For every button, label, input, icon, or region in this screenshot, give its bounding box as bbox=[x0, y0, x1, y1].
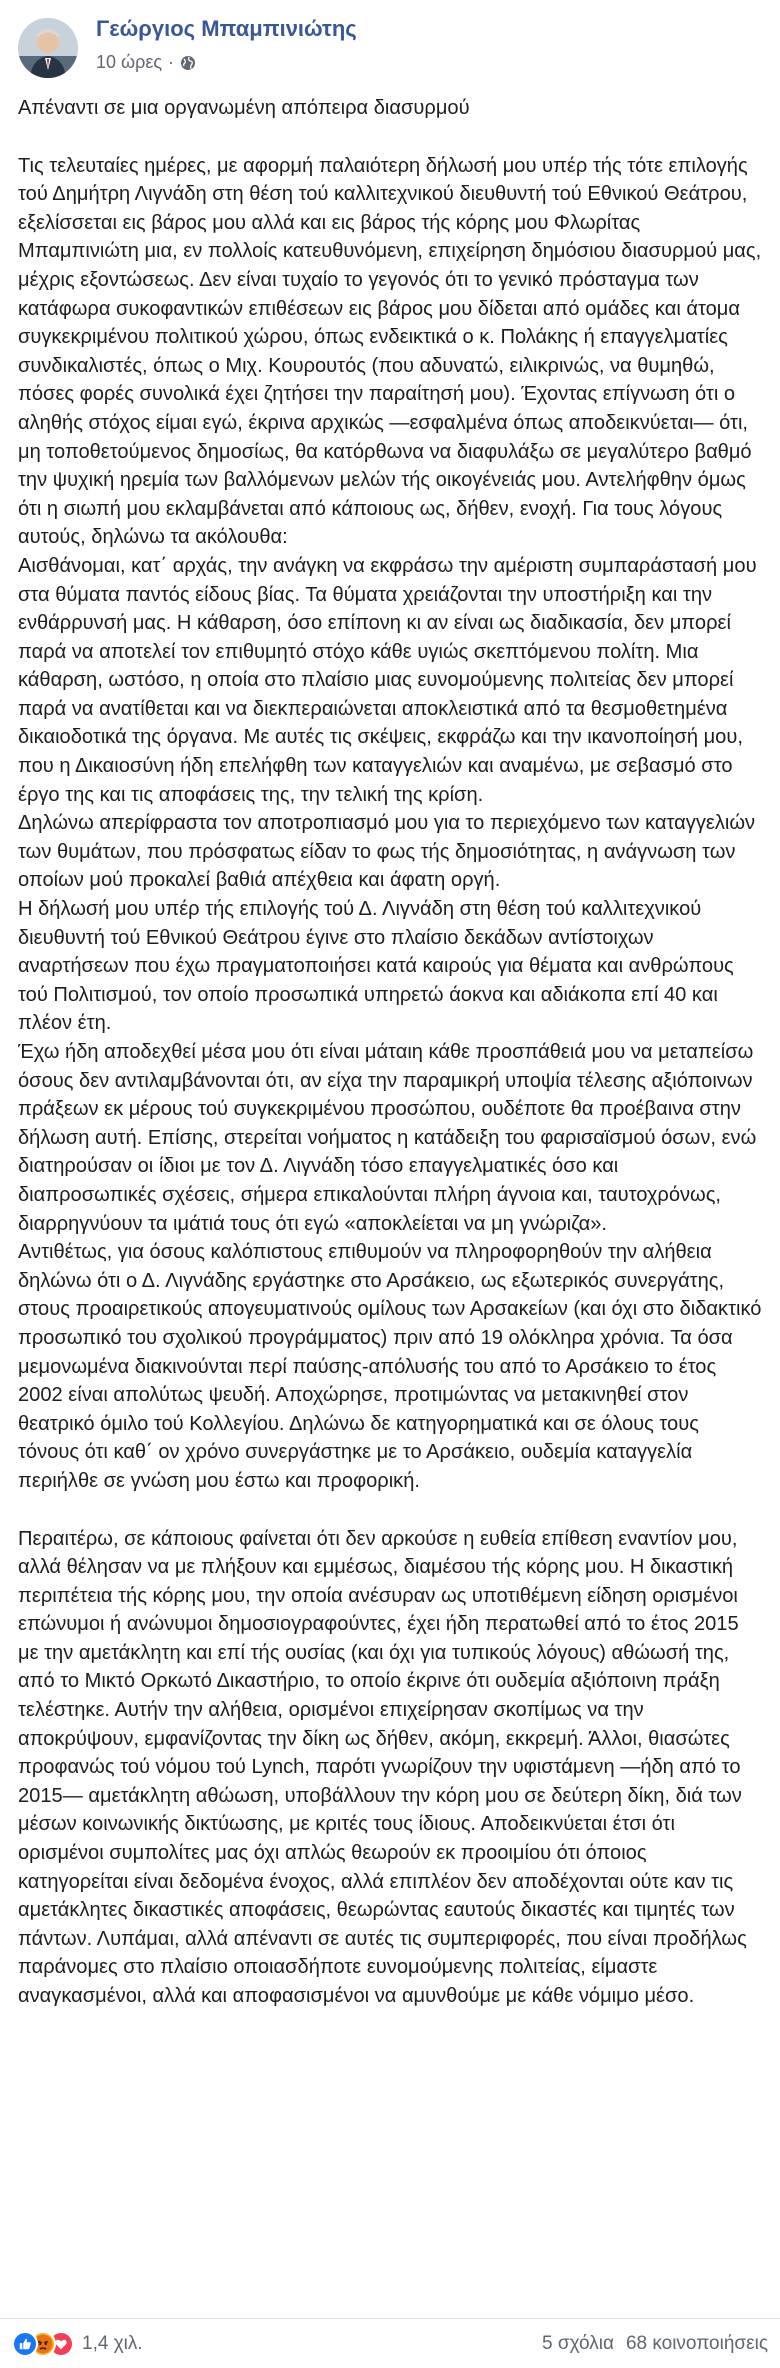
avatar[interactable] bbox=[18, 18, 78, 78]
post-body bbox=[18, 94, 762, 2011]
author-name[interactable]: Γεώργιος Μπαμπινιώτης bbox=[96, 16, 357, 41]
post-meta bbox=[96, 52, 196, 73]
post-paragraph: Δηλώνω απερίφραστα τον αποτροπιασμό μου για το περιεχόμενο των καταγγελιών των θυμάτων, που πρόσφατως είδαν το φως τής δημοσιότητας, η ανάγνωση των οποίων μού προκαλεί βαθιά απέχθεια και άφατη οργή. bbox=[18, 812, 756, 892]
post-footer bbox=[12, 2326, 768, 2362]
reaction-count: 1,4 χιλ. bbox=[82, 2333, 143, 2354]
post-title: Απέναντι σε μια οργανωμένη απόπειρα διασυρμού bbox=[18, 97, 470, 119]
comments-link[interactable]: 5 σχόλια bbox=[542, 2333, 614, 2354]
post-header bbox=[18, 14, 762, 86]
post-time[interactable]: 10 ώρες bbox=[96, 52, 163, 72]
post-paragraph: Η δήλωσή μου υπέρ τής επιλογής τού Δ. Λιγνάδη στη θέση τού καλλιτεχνικού διευθυντή τού Εθνικού Θεάτρου έγινε στο πλαίσιο δεκάδων αντίστοιχων αναρτήσεων που έχω πραγματοποιήσει κατά καιρούς για θέματα και ανθρώπους τού Πολιτισμού, τον οποίο προσωπικά υπηρετώ άοκνα και αδιάκοπα επί 40 και πλέον έτη. bbox=[18, 898, 734, 1035]
post-paragraph: Τις τελευταίες ημέρες, με αφορμή παλαιότερη δήλωσή μου υπέρ τής τότε επιλογής τού Δημήτρη Λιγνάδη στη θέση τού καλλιτεχνικού διευθυντή τού Εθνικού Θεάτρου, εξελίσσεται εις βάρος μου αλλά και εις βάρος τής κόρης μου Φλωρίτας Μπαμπινιώτη μια, εν πολλοίς κατευθυνόμενη, επιχείρηση δημόσιου διασυρμού μας, μέχρις εξοντώσεως. Δεν είναι τυχαίο το γεγονός ότι το γενικό πρόσταγμα των κατάφωρα συκοφαντικών επιθέσεων εις βάρος μου δίδεται από ομάδες και άτομα συγκεκριμένου πολιτικού χώρου, όπως ενδεικτικά ο κ. Πολάκης ή επαγγελματίες συνδικαλιστές, όπως ο Μιχ. Κουρουτός (που αδυνατώ, ειλικρινώς, να θυμηθώ, πόσες φορές συνολικά έχει ζητήσει την παραίτησή μου). Έχοντας επίγνωση ότι ο αληθής στόχος είμαι εγώ, έκρινα αρχικώς —εσφαλμένα όπως αποδεικνύεται— ότι, μη τοποθετούμενος δημοσίως, θα κατόρθωνα να διαφυλάξω σε μεγαλύτερο βαθμό την ψυχική ηρεμία των βαλλόμενων μελών τής οικογένειάς μου. Αντελήφθην όμως ότι η σιωπή μου εκλαμβάνεται από κάποιους ως, δήθεν, ενοχή. Για τους λόγους αυτούς, δηλώνω τα ακόλουθα: bbox=[18, 154, 762, 549]
shares-link[interactable]: 68 κοινοποιήσεις bbox=[625, 2333, 768, 2354]
post-paragraph: Αισθάνομαι, κατ΄ αρχάς, την ανάγκη να εκφράσω την αμέριστη συμπαράστασή μου στα θύματα παντός είδους βίας. Τα θύματα χρειάζονται την υποστήριξη και την ενθάρρυνσή μας. Η κάθαρση, όσο επίπονη κι αν είναι ως διαδικασία, δεν μπορεί παρά να αποτελεί τον επιθυμητό στόχο κάθε υγιώς σκεπτόμενου πολίτη. Μια κάθαρση, ωστόσο, η οποία στο πλαίσιο μιας ευνομούμενης πολιτείας δεν μπορεί παρά να ανατίθεται και να διεκπεραιώνεται αποκλειστικά από τα θεσμοθετημένα δικαιοδοτικά της όργανα. Με αυτές τις σκέψεις, εκφράζω και την ικανοποίησή μου, που η Δικαιοσύνη ήδη επελήφθη των καταγγελιών και αναμένω, με σεβασμό στο έργο της και τις αποφάσεις της, την τελική της κρίση. bbox=[18, 554, 757, 806]
post-paragraph: Αντιθέτως, για όσους καλόπιστους επιθυμούν να πληροφορηθούν την αλήθεια δηλώνω ότι ο Δ. Λιγνάδης εργάστηκε στο Αρσάκειο, ως εξωτερικός συνεργάτης, στους προαιρετικούς απογευματινούς ομίλους των Αρσακείων (και όχι στο διδακτικό προσωπικό του σχολικού προγράμματος) πριν από 19 ολόκληρα χρόνια. Τα όσα μεμονωμένα διακινούνται περί παύσης-απόλυσής του από το Αρσάκειο το έτος 2002 είναι απολύτως ψευδή. Αποχώρησε, προτιμώντας να μετακινηθεί στον θεατρικό όμιλο τού Κολλεγίου. Δηλώνω δε κατηγορηματικά και σε όλους τους τόνους ότι καθ΄ ον χρόνο συνεργάστηκε με το Αρσάκειο, ουδεμία καταγγελία περιήλθε σε γνώση μου έστω και προφορική. bbox=[18, 1241, 762, 1492]
engagement-counts bbox=[542, 2333, 768, 2355]
like-icon bbox=[12, 2331, 38, 2357]
reactions-summary[interactable] bbox=[12, 2331, 143, 2357]
avatar-portrait-icon bbox=[18, 18, 78, 78]
post-paragraph: Περαιτέρω, σε κάποιους φαίνεται ότι δεν αρκούσε η ευθεία επίθεση εναντίον μου, αλλά θέλησαν να με πλήξουν και εμμέσως, διαμέσου τής κόρης μου. Η δικαστική περιπέτεια τής κόρης μου, την οποία ανέσυραν ως υποτιθέμενη είδηση ορισμένοι επώνυμοι ή ανώνυμοι δημοσιογραφούντες, έχει ήδη περατωθεί από το έτος 2015 με την αμετάκλητη και επί τής ουσίας (και όχι για τυπικούς λόγους) αθώωσή της, από το Μικτό Ορκωτό Δικαστήριο, το οποίο έκρινε ότι ουδεμία αξιόποινη πράξη τελέστηκε. Αυτήν την αλήθεια, ορισμένοι επιχείρησαν σκοπίμως να την αποκρύψουν, εμφανίζοντας την δίκη ως δήθεν, ακόμη, εκκρεμή. Άλλοι, θιασώτες προφανώς τού νόμου τού Lynch, παρότι γνωρίζουν την υφιστάμενη —ήδη από το 2015— αμετάκλητη αθώωση, υποβάλλουν την κόρη μου σε δεύτερη δίκη, διά των μέσων κοινωνικής δικτύωσης, με κριτές τους ίδιους. Αποδεικνύεται έτσι ότι ορισμένοι συμπολίτες μας όχι απλώς θεωρούν εκ προοιμίου ότι όποιος κατηγορείται είναι δεδομένα ένοχος, αλλά επιπλέον δεν αποδέχονται ούτε καν τις αμετάκλητες δικαστικές αποφάσεις, θεωρώντας εαυτούς δικαστές και τιμητές των πάντων. Λυπάμαι, αλλά απέναντι σε αυτές τις συμπεριφορές, που είναι προδήλως παράνομες στο πλαίσιο οποιασδήποτε ευνομούμενης πολιτείας, είμαστε αναγκασμένοι, αλλά και αποφασισμένοι να αμυνθούμε με κάθε νόμιμο μέσο. bbox=[18, 1527, 747, 2007]
globe-icon[interactable] bbox=[180, 55, 196, 71]
post-paragraph: Έχω ήδη αποδεχθεί μέσα μου ότι είναι μάταιη κάθε προσπάθειά μου να μεταπείσω όσους δεν αντιλαμβάνονται ότι, αν είχα την παραμικρή υποψία τέλεσης αξιόποινων πράξεων εκ μέρους τού συγκεκριμένου προσώπου, ουδέποτε θα προέβαινα στην δήλωση αυτή. Επίσης, στερείται νοήματος η κατάδειξη του φαρισαϊσμού όσων, ενώ διατηρούσαν οι ίδιοι με τον Δ. Λιγνάδη τόσο επαγγελματικές όσο και διαπροσωπικές σχέσεις, σήμερα επικαλούνται πλήρη άγνοια και, ταυτοχρόνως, διαρρηγνύουν τα ιμάτιά τους ότι εγώ «αποκλείεται να μη γνώριζα». bbox=[18, 1041, 757, 1235]
footer-divider bbox=[0, 2318, 780, 2319]
meta-separator: · bbox=[168, 52, 175, 72]
